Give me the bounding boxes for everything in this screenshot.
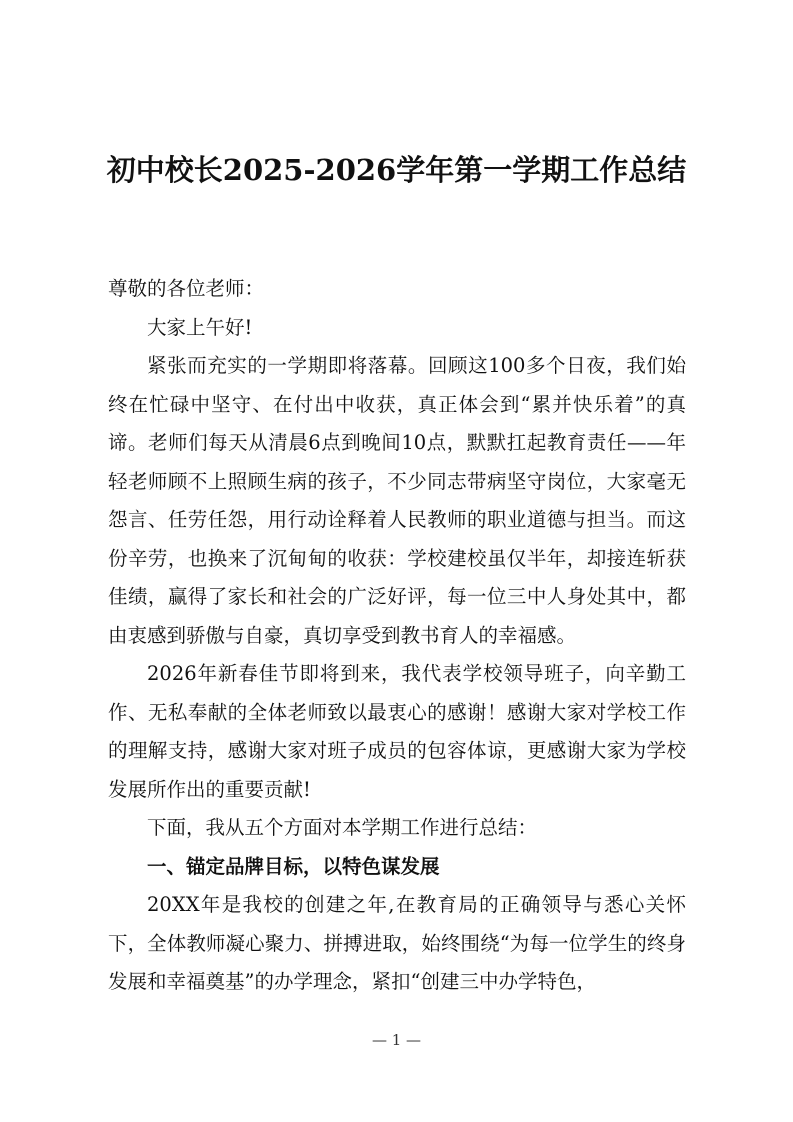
document-title: 初中校长2025-2026学年第一学期工作总结 — [106, 153, 687, 187]
page-number: — 1 — — [371, 1031, 422, 1049]
salutation: 尊敬的各位老师： — [108, 277, 265, 300]
paragraph-review: 紧张而充实的一学期即将落幕。回顾这100多个日夜，我们始终在忙碌中坚守、在付出中收获，真正体会到“累并快乐着”的真谛。老师们每天从清晨6点到晚间10点，默默扛起教育责任——年轻老师顾不上照顾生病的孩子，不少同志带病坚守岗位，大家毫无怨言、任劳任怨，用行动诠释着人民教师的职业道德与担当。而这份辛劳，也换来了沉甸甸的收获：学校建校虽仅半年，却接连斩获佳绩，赢得了家长和社会的广泛好评，每一位三中人身处其中，都由衷感到骄傲与自豪，真切享受到教书育人的幸福感。 — [108, 354, 686, 647]
greeting: 大家上午好! — [147, 315, 253, 339]
paragraph-thanks: 2026年新春佳节即将到来，我代表学校领导班子，向辛勤工作、无私奉献的全体老师致以最衷心的感谢！感谢大家对学校工作的理解支持，感谢大家对班子成员的包容体谅，更感谢大家为学校发展所作出的重要贡献! — [108, 662, 686, 801]
section-heading: 一、锚定品牌目标，以特色谋发展 — [147, 854, 440, 878]
paragraph-intro: 下面，我从五个方面对本学期工作进行总结： — [147, 816, 538, 839]
section-paragraph: 20XX年是我校的创建之年,在教育局的正确领导与悉心关怀下，全体教师凝心聚力、拼搏进取，始终围绕“为每一位学生的终身发展和幸福奠基”的办学理念，紧扣“创建三中办学特色， — [108, 893, 686, 993]
document-body — [108, 270, 686, 1002]
